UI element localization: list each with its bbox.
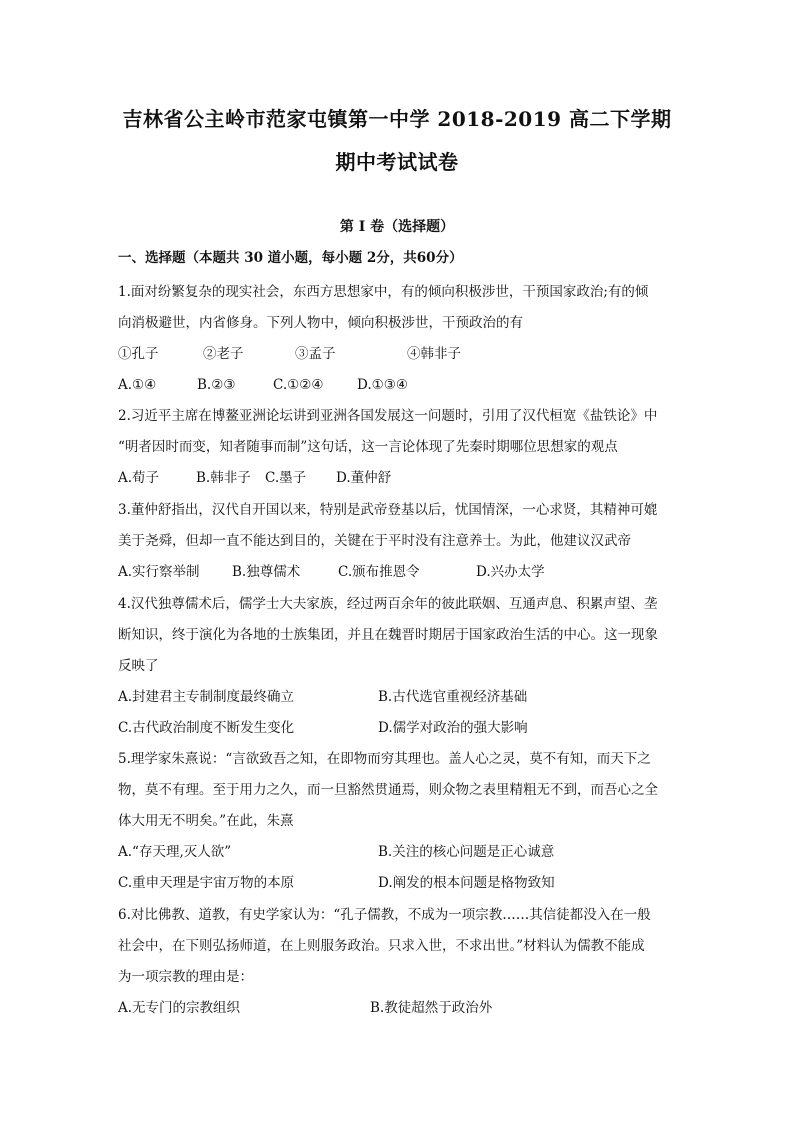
q5-text-line2: 物，莫不有理。至于用力之久，而一旦豁然贯通焉，则众物之表里精粗无不到，而吾心之全 xyxy=(118,782,658,798)
q6-option-a: A.无专门的宗教组织 xyxy=(118,1000,241,1016)
q3-text-line1: 3.董仲舒指出，汉代自开国以来，特别是武帝登基以后，忧国情深，一心求贤，其精神可媲 xyxy=(118,502,658,518)
q1-item: ①孔子 xyxy=(118,346,159,362)
q1-option-a: A.①④ xyxy=(118,377,157,393)
q2-text-line1: 2.习近平主席在博鳌亚洲论坛讲到亚洲各国发展这一问题时，引用了汉代桓宽《盐铁论》中 xyxy=(118,408,658,424)
q1-option-c: C.①②④ xyxy=(273,377,324,393)
q1-item: ④韩非子 xyxy=(407,346,461,362)
q5-option-a: A.“存天理,灭人欲” xyxy=(118,844,232,860)
q6-option-b: B.教徒超然于政治外 xyxy=(370,1000,493,1016)
q5-option-c: C.重申天理是宇宙万物的本原 xyxy=(118,875,295,891)
q4-option-c: C.古代政治制度不断发生变化 xyxy=(118,720,295,736)
q1-item: ②老子 xyxy=(203,346,244,362)
q4-option-d: D.儒学对政治的强大影响 xyxy=(378,720,528,736)
q4-text-line3: 反映了 xyxy=(118,658,159,674)
q2-option-a: A.荀子 xyxy=(118,470,160,486)
section-heading: 第 I 卷（选择题） xyxy=(339,219,455,235)
q3-option-b: B.独尊儒术 xyxy=(232,564,301,580)
q4-option-a: A.封建君主专制制度最终确立 xyxy=(118,689,295,705)
exam-title-line2: 期中考试试卷 xyxy=(335,150,459,174)
q4-option-b: B.古代选官重视经济基础 xyxy=(378,689,528,705)
exam-title-line1: 吉林省公主岭市范家屯镇第一中学 2018-2019 高二下学期 xyxy=(122,107,672,131)
q3-option-c: C.颁布推恩令 xyxy=(338,564,420,580)
q3-option-d: D.兴办太学 xyxy=(476,564,545,580)
q1-text-line1: 1.面对纷繁复杂的现实社会，东西方思想家中，有的倾向积极涉世，干预国家政治;有的倾 xyxy=(118,284,649,300)
q1-option-d: D.①③④ xyxy=(357,377,408,393)
q2-text-line2: “明者因时而变，知者随事而制”这句话，这一言论体现了先秦时期哪位思想家的观点 xyxy=(118,439,618,455)
q5-text-line3: 体大用无不明矣。”在此，朱熹 xyxy=(118,813,294,829)
q2-option-b: B.韩非子 xyxy=(196,470,251,486)
q5-option-b: B.关注的核心问题是正心诚意 xyxy=(378,844,555,860)
q3-option-a: A.实行察举制 xyxy=(118,564,200,580)
q2-option-c: C.墨子 xyxy=(265,470,307,486)
q5-text-line1: 5.理学家朱熹说：“言欲致吾之知，在即物而穷其理也。盖人心之灵，莫不有知，而天下之 xyxy=(118,751,651,767)
q4-text-line1: 4.汉代独尊儒术后，儒学士大夫家族，经过两百余年的彼此联姻、互通声息、积累声望、垄 xyxy=(118,596,658,612)
part-heading: 一、选择题（本题共 30 道小题，每小题 2分，共60分） xyxy=(118,250,463,266)
q1-item: ③孟子 xyxy=(295,346,336,362)
q4-text-line2: 断知识，终于演化为各地的士族集团，并且在魏晋时期居于国家政治生活的中心。这一现象 xyxy=(118,627,658,643)
q6-text-line3: 为一项宗教的理由是： xyxy=(118,969,253,985)
q2-option-d: D.董仲舒 xyxy=(336,470,392,486)
q1-text-line2: 向消极避世，内省修身。下列人物中，倾向积极涉世，干预政治的有 xyxy=(118,315,523,331)
q1-option-b: B.②③ xyxy=(197,377,236,393)
q5-option-d: D.阐发的根本问题是格物致知 xyxy=(378,875,555,891)
q3-text-line2: 美于尧舜，但却一直不能达到目的，关键在于平时没有注意养士。为此，他建议汉武帝 xyxy=(118,533,631,549)
q6-text-line2: 社会中，在下则弘扬师道，在上则服务政治。只求入世，不求出世。”材料认为儒教不能成 xyxy=(118,938,645,954)
q6-text-line1: 6.对比佛教、道教，有史学家认为：“孔子儒教，不成为一项宗教……其信徒都没入在一般 xyxy=(118,907,651,923)
